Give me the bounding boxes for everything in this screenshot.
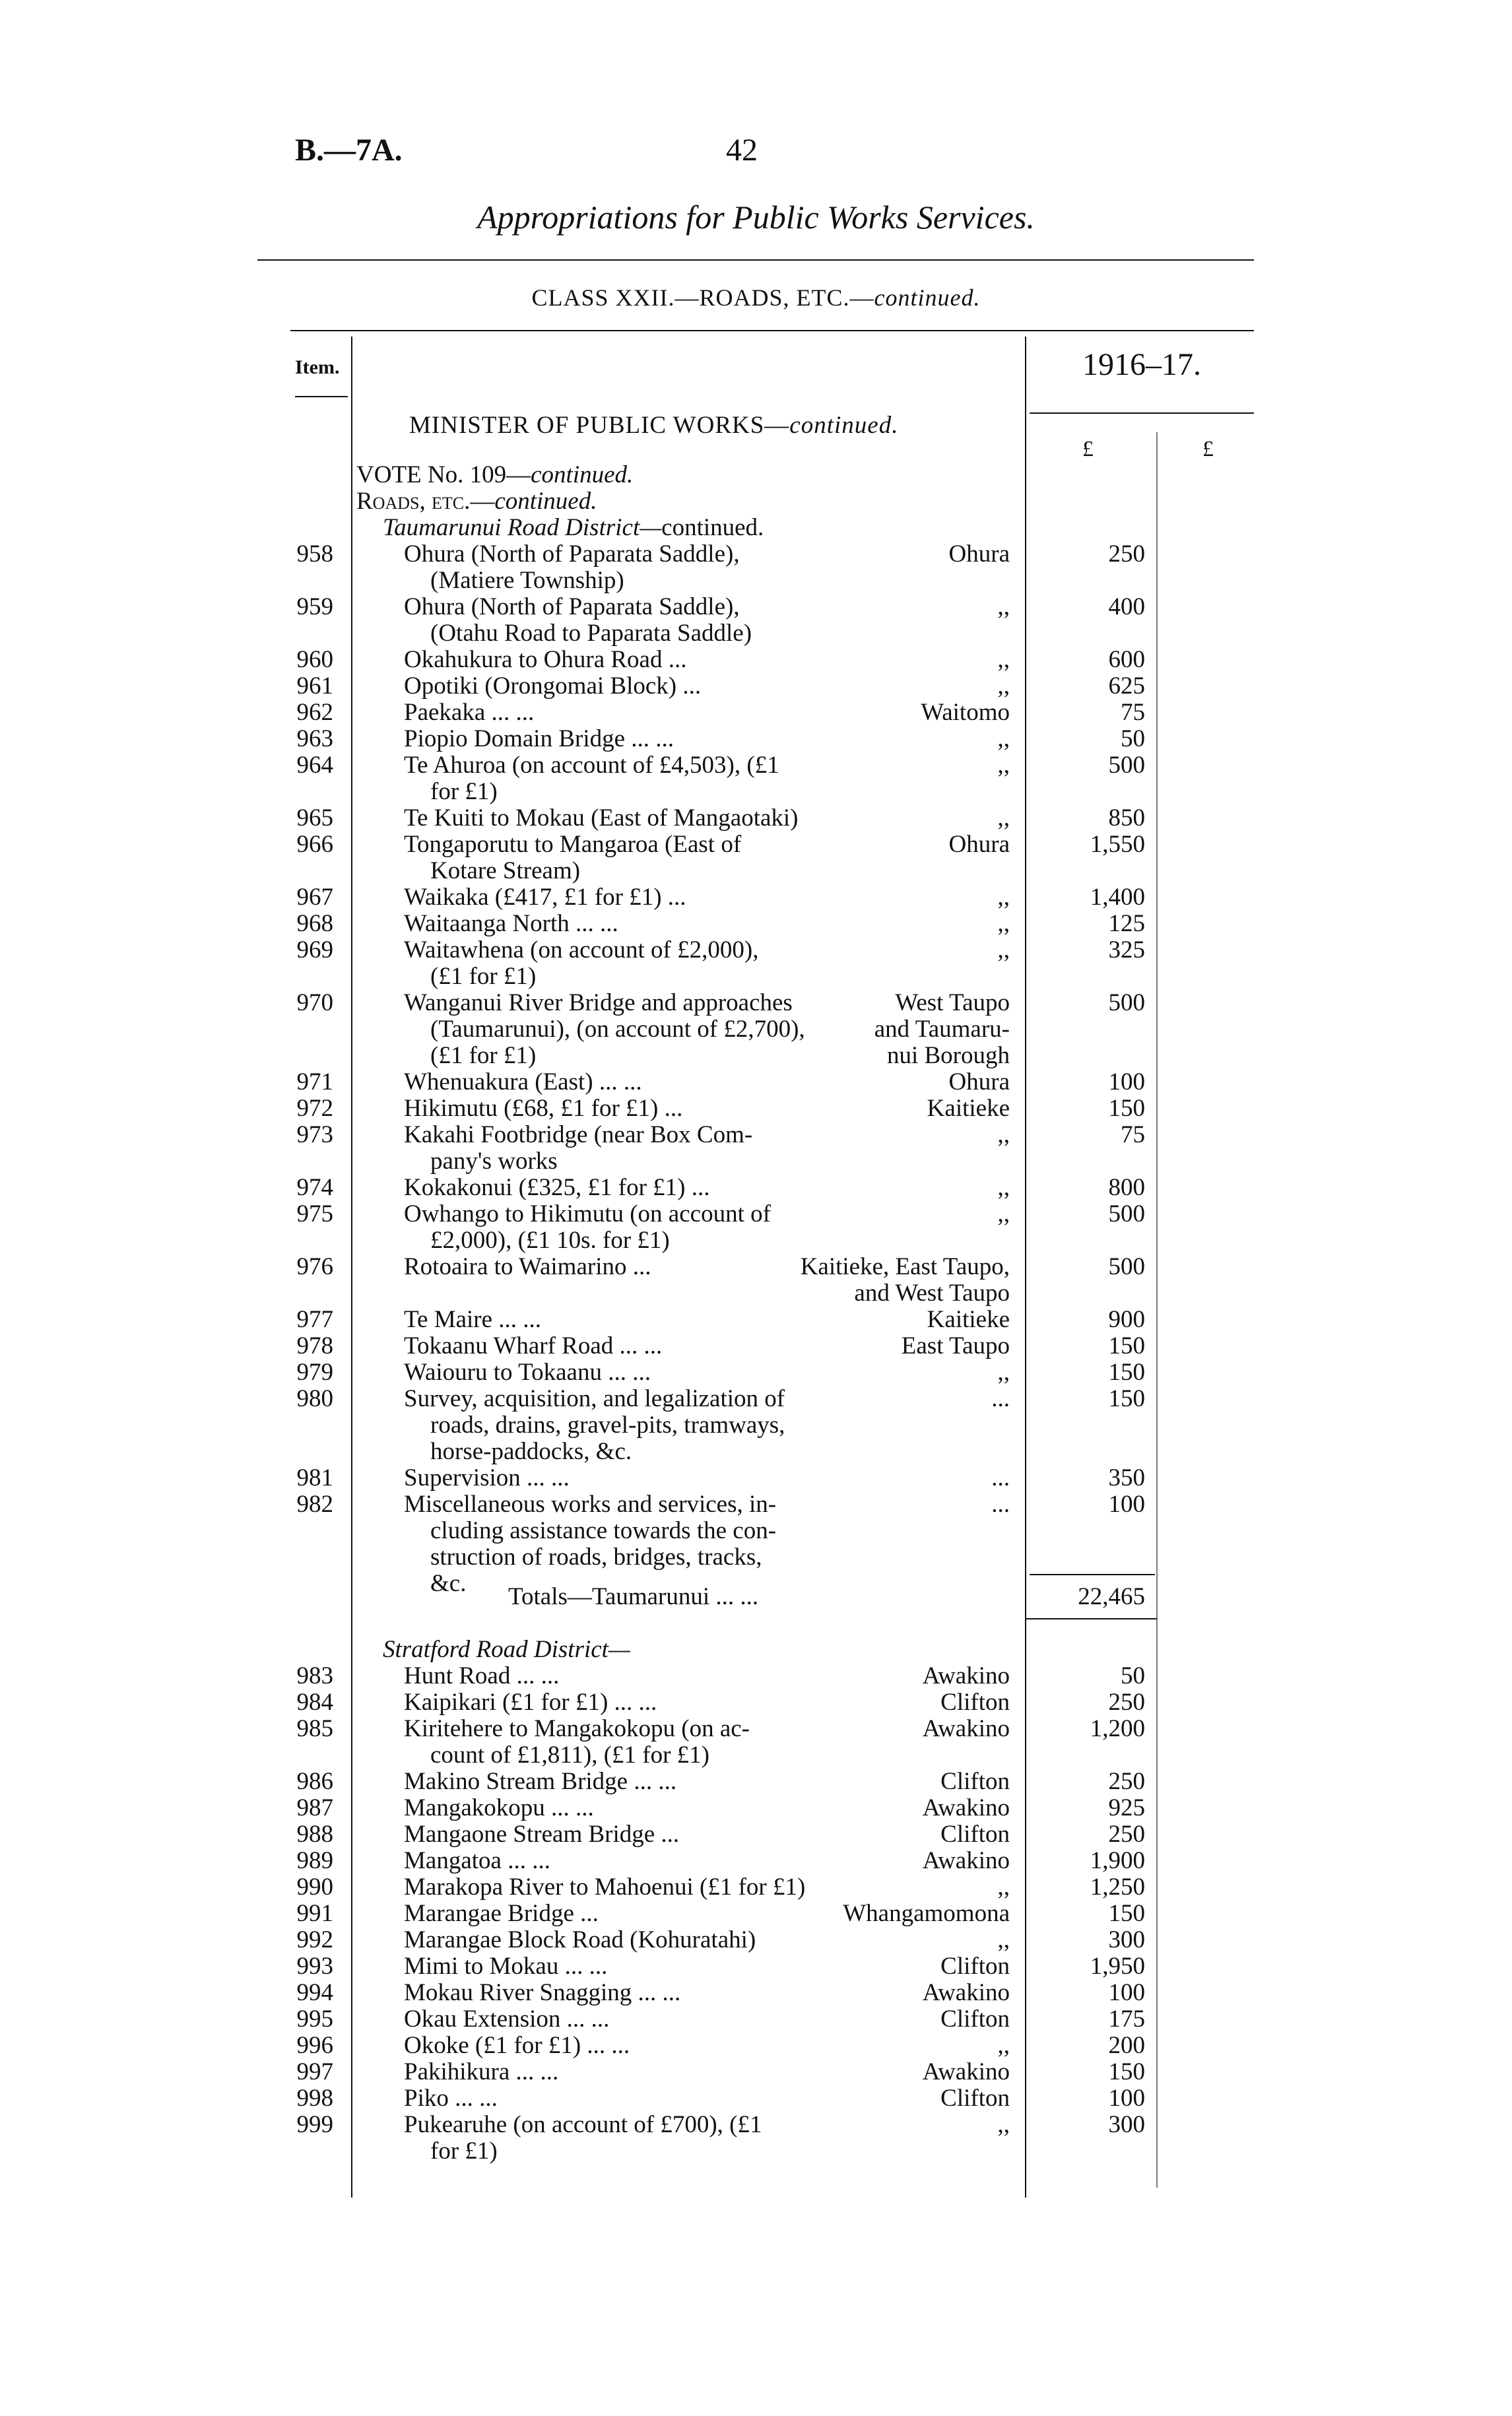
item-description: Whenuakura (East) ... ... (404, 1068, 642, 1095)
item-amount: 500 (1108, 1200, 1145, 1227)
item-district: Ohura (948, 540, 1010, 568)
item-description: Kiritehere to Mangakokopu (on ac- (404, 1715, 750, 1742)
item-description: Rotoaira to Waimarino ... (404, 1253, 651, 1280)
item-amount: 125 (1108, 910, 1145, 937)
item-description: Owhango to Hikimutu (on account of (404, 1200, 771, 1227)
item-district: ,, (997, 593, 1010, 620)
item-district: Awakino (922, 1715, 1010, 1742)
item-description: £2,000), (£1 10s. for £1) (430, 1227, 670, 1254)
year-rule (1030, 412, 1254, 414)
item-amount: 200 (1108, 2032, 1145, 2059)
item-district: Kaitieke, East Taupo, (800, 1253, 1010, 1280)
item-district: ,, (997, 1200, 1010, 1227)
item-description: Supervision ... ... (404, 1464, 570, 1491)
roads-heading: Roads, etc.—continued. (356, 488, 597, 515)
item-district: Waitomo (921, 699, 1010, 726)
item-amount: 500 (1108, 752, 1145, 779)
item-amount: 300 (1108, 1926, 1145, 1953)
item-description: Makino Stream Bridge ... ... (404, 1768, 677, 1795)
item-amount: 175 (1108, 2006, 1145, 2033)
item-description: Te Kuiti to Mokau (East of Mangaotaki) (404, 804, 799, 832)
item-description: Okoke (£1 for £1) ... ... (404, 2032, 630, 2059)
item-amount: 150 (1108, 1385, 1145, 1412)
item-amount: 150 (1108, 1900, 1145, 1927)
item-amount: 400 (1108, 593, 1145, 620)
item-number: 985 (296, 1715, 333, 1742)
item-number: 975 (296, 1200, 333, 1227)
item-district: ,, (997, 2111, 1010, 2138)
item-header-rule (295, 396, 348, 397)
item-amount: 800 (1108, 1174, 1145, 1201)
year-header: 1916–17. (1082, 347, 1201, 382)
item-amount: 150 (1108, 1095, 1145, 1122)
item-number: 974 (296, 1174, 333, 1201)
item-number: 995 (296, 2006, 333, 2033)
item-district: ,, (997, 725, 1010, 752)
item-amount: 75 (1121, 1121, 1145, 1148)
item-number: 990 (296, 1874, 333, 1901)
item-number: 983 (296, 1662, 333, 1689)
document-reference: B.—7A. (295, 133, 403, 168)
item-description: Opotiki (Orongomai Block) ... (404, 672, 702, 700)
item-description: Mangakokopu ... ... (404, 1794, 594, 1821)
item-description: Mimi to Mokau ... ... (404, 1953, 608, 1980)
item-amount: 100 (1108, 1979, 1145, 2006)
item-amount: 350 (1108, 1464, 1145, 1491)
item-description: Kakahi Footbridge (near Box Com- (404, 1121, 753, 1148)
item-number: 986 (296, 1768, 333, 1795)
item-amount: 900 (1108, 1306, 1145, 1333)
item-district: ... (991, 1491, 1010, 1518)
item-district: ... (991, 1385, 1010, 1412)
item-number: 984 (296, 1689, 333, 1716)
item-number: 981 (296, 1464, 333, 1491)
item-number: 965 (296, 804, 333, 832)
item-description: Piopio Domain Bridge ... ... (404, 725, 674, 752)
item-district: ,, (997, 936, 1010, 963)
item-number: 959 (296, 593, 333, 620)
item-description: Marangae Bridge ... (404, 1900, 599, 1927)
item-description: cluding assistance towards the con- (430, 1517, 777, 1544)
item-amount: 1,400 (1090, 884, 1145, 911)
item-description: Waitaanga North ... ... (404, 910, 618, 937)
item-amount: 100 (1108, 1491, 1145, 1518)
item-description: Kaipikari (£1 for £1) ... ... (404, 1689, 657, 1716)
item-description: for £1) (430, 2138, 498, 2165)
item-description: Piko ... ... (404, 2085, 498, 2112)
item-number: 993 (296, 1953, 333, 1980)
item-number: 961 (296, 672, 333, 700)
item-amount: 625 (1108, 672, 1145, 700)
amount-column-rule-right (1156, 432, 1158, 2188)
item-district: ,, (997, 1874, 1010, 1901)
item-amount: 500 (1108, 989, 1145, 1016)
item-amount: 100 (1108, 2085, 1145, 2112)
item-amount: 500 (1108, 1253, 1145, 1280)
item-amount: 150 (1108, 2058, 1145, 2085)
page-title: Appropriations for Public Works Services. (477, 199, 1035, 236)
item-district: West Taupo (895, 989, 1010, 1016)
item-number: 980 (296, 1385, 333, 1412)
item-description: Pukearuhe (on account of £700), (£1 (404, 2111, 762, 2138)
item-description: roads, drains, gravel-pits, tramways, (430, 1412, 785, 1439)
item-number: 962 (296, 699, 333, 726)
stratford-heading: Stratford Road District— (383, 1636, 630, 1663)
item-description: Marangae Block Road (Kohuratahi) (404, 1926, 756, 1953)
item-description: for £1) (430, 778, 498, 805)
item-description: Te Ahuroa (on account of £4,503), (£1 (404, 752, 779, 779)
item-description: (Otahu Road to Paparata Saddle) (430, 620, 752, 647)
item-column-header: Item. (295, 356, 340, 378)
item-description: Waikaka (£417, £1 for £1) ... (404, 884, 686, 911)
item-district: ,, (997, 672, 1010, 700)
item-number: 979 (296, 1359, 333, 1386)
item-district: Clifton (940, 2085, 1010, 2112)
item-number: 976 (296, 1253, 333, 1280)
item-description: Kokakonui (£325, £1 for £1) ... (404, 1174, 710, 1201)
minister-heading: MINISTER OF PUBLIC WORKS—continued. (409, 412, 899, 439)
totals-amount: 22,465 (1078, 1583, 1145, 1610)
item-description: (£1 for £1) (430, 1042, 537, 1069)
item-description: Tongaporutu to Mangaroa (East of (404, 831, 742, 858)
item-description: (£1 for £1) (430, 963, 537, 990)
item-description: count of £1,811), (£1 for £1) (430, 1742, 710, 1769)
item-description: Waitawhena (on account of £2,000), (404, 936, 759, 963)
item-description: Mangaone Stream Bridge ... (404, 1821, 680, 1848)
item-description: struction of roads, bridges, tracks, (430, 1544, 762, 1571)
item-district: ,, (997, 1359, 1010, 1386)
item-description: Tokaanu Wharf Road ... ... (404, 1332, 663, 1359)
item-district: Clifton (940, 1689, 1010, 1716)
totals-rule-bottom (1025, 1618, 1157, 1619)
item-description: Te Maire ... ... (404, 1306, 542, 1333)
item-description: &c. (430, 1570, 467, 1597)
item-description: Hunt Road ... ... (404, 1662, 560, 1689)
item-description: (Taumarunui), (on account of £2,700), (430, 1016, 805, 1043)
item-district: Ohura (948, 831, 1010, 858)
item-district: Clifton (940, 1953, 1010, 1980)
item-amount: 1,950 (1090, 1953, 1145, 1980)
taumarunui-heading: Taumarunui Road District—continued. (383, 514, 764, 541)
item-number: 978 (296, 1332, 333, 1359)
item-amount: 600 (1108, 646, 1145, 673)
item-number: 964 (296, 752, 333, 779)
item-number: 999 (296, 2111, 333, 2138)
item-amount: 50 (1121, 725, 1145, 752)
item-district: ... (991, 1464, 1010, 1491)
item-description: pany's works (430, 1148, 558, 1175)
item-description: Paekaka ... ... (404, 699, 535, 726)
item-district: ,, (997, 1926, 1010, 1953)
item-description: Waiouru to Tokaanu ... ... (404, 1359, 651, 1386)
item-district: East Taupo (901, 1332, 1010, 1359)
item-district: ,, (997, 910, 1010, 937)
item-number: 968 (296, 910, 333, 937)
totals-label: Totals—Taumarunui ... ... (508, 1583, 759, 1610)
item-district: Awakino (922, 2058, 1010, 2085)
item-description: Ohura (North of Paparata Saddle), (404, 593, 740, 620)
class-title: CLASS XXII.—ROADS, ETC.—continued. (531, 284, 981, 311)
item-district: Awakino (922, 1847, 1010, 1874)
item-number: 972 (296, 1095, 333, 1122)
table-top-rule (290, 330, 1254, 331)
item-amount: 50 (1121, 1662, 1145, 1689)
item-amount: 250 (1108, 1768, 1145, 1795)
item-district: Awakino (922, 1979, 1010, 2006)
item-number: 988 (296, 1821, 333, 1848)
item-district: Awakino (922, 1794, 1010, 1821)
item-number: 963 (296, 725, 333, 752)
item-amount: 250 (1108, 540, 1145, 568)
item-district: nui Borough (886, 1042, 1010, 1069)
item-description: Kotare Stream) (430, 857, 581, 884)
item-description: Wanganui River Bridge and approaches (404, 989, 793, 1016)
item-description: (Matiere Township) (430, 567, 624, 594)
item-amount: 325 (1108, 936, 1145, 963)
item-description: Ohura (North of Paparata Saddle), (404, 540, 740, 568)
item-description: Survey, acquisition, and legalization of (404, 1385, 785, 1412)
item-number: 987 (296, 1794, 333, 1821)
item-district: Whangamomona (843, 1900, 1010, 1927)
item-amount: 1,900 (1090, 1847, 1145, 1874)
item-district: Clifton (940, 1768, 1010, 1795)
item-number: 991 (296, 1900, 333, 1927)
item-district: ,, (997, 804, 1010, 832)
item-district: ,, (997, 1121, 1010, 1148)
item-amount: 150 (1108, 1359, 1145, 1386)
item-number: 973 (296, 1121, 333, 1148)
item-district: Awakino (922, 1662, 1010, 1689)
vote-heading: VOTE No. 109—continued. (356, 461, 634, 488)
item-amount: 75 (1121, 699, 1145, 726)
item-description: Pakihikura ... ... (404, 2058, 559, 2085)
item-number: 977 (296, 1306, 333, 1333)
item-district: ,, (997, 2032, 1010, 2059)
item-amount: 100 (1108, 1068, 1145, 1095)
item-number: 969 (296, 936, 333, 963)
item-district: Clifton (940, 2006, 1010, 2033)
page-number: 42 (726, 133, 758, 168)
item-number: 958 (296, 540, 333, 568)
item-description: Miscellaneous works and services, in- (404, 1491, 777, 1518)
item-description: horse-paddocks, &c. (430, 1438, 632, 1465)
item-district: ,, (997, 646, 1010, 673)
item-column-rule (351, 337, 352, 2198)
item-district: ,, (997, 752, 1010, 779)
item-amount: 1,550 (1090, 831, 1145, 858)
item-number: 997 (296, 2058, 333, 2085)
item-number: 982 (296, 1491, 333, 1518)
item-number: 971 (296, 1068, 333, 1095)
item-description: Okau Extension ... ... (404, 2006, 610, 2033)
item-district: Clifton (940, 1821, 1010, 1848)
item-district: Ohura (948, 1068, 1010, 1095)
item-amount: 1,250 (1090, 1874, 1145, 1901)
item-district: ,, (997, 884, 1010, 911)
item-number: 994 (296, 1979, 333, 2006)
item-description: Mokau River Snagging ... ... (404, 1979, 681, 2006)
item-district: Kaitieke (927, 1306, 1010, 1333)
item-amount: 300 (1108, 2111, 1145, 2138)
item-amount: 850 (1108, 804, 1145, 832)
item-district: and Taumaru- (874, 1016, 1010, 1043)
totals-rule-top (1030, 1574, 1155, 1575)
item-amount: 1,200 (1090, 1715, 1145, 1742)
item-description: Hikimutu (£68, £1 for £1) ... (404, 1095, 683, 1122)
title-rule (257, 259, 1254, 261)
item-amount: 250 (1108, 1821, 1145, 1848)
item-number: 996 (296, 2032, 333, 2059)
item-number: 998 (296, 2085, 333, 2112)
item-district: and West Taupo (854, 1280, 1010, 1307)
item-amount: 250 (1108, 1689, 1145, 1716)
item-district: Kaitieke (927, 1095, 1010, 1122)
item-amount: 925 (1108, 1794, 1145, 1821)
item-description: Mangatoa ... ... (404, 1847, 550, 1874)
item-district: ,, (997, 1174, 1010, 1201)
item-description: Marakopa River to Mahoenui (£1 for £1) (404, 1874, 806, 1901)
item-number: 970 (296, 989, 333, 1016)
item-number: 989 (296, 1847, 333, 1874)
item-number: 966 (296, 831, 333, 858)
pound-header-2: £ (1202, 437, 1214, 461)
item-number: 967 (296, 884, 333, 911)
item-number: 960 (296, 646, 333, 673)
item-number: 992 (296, 1926, 333, 1953)
item-description: Okahukura to Ohura Road ... (404, 646, 687, 673)
pound-header-1: £ (1082, 437, 1094, 461)
item-amount: 150 (1108, 1332, 1145, 1359)
